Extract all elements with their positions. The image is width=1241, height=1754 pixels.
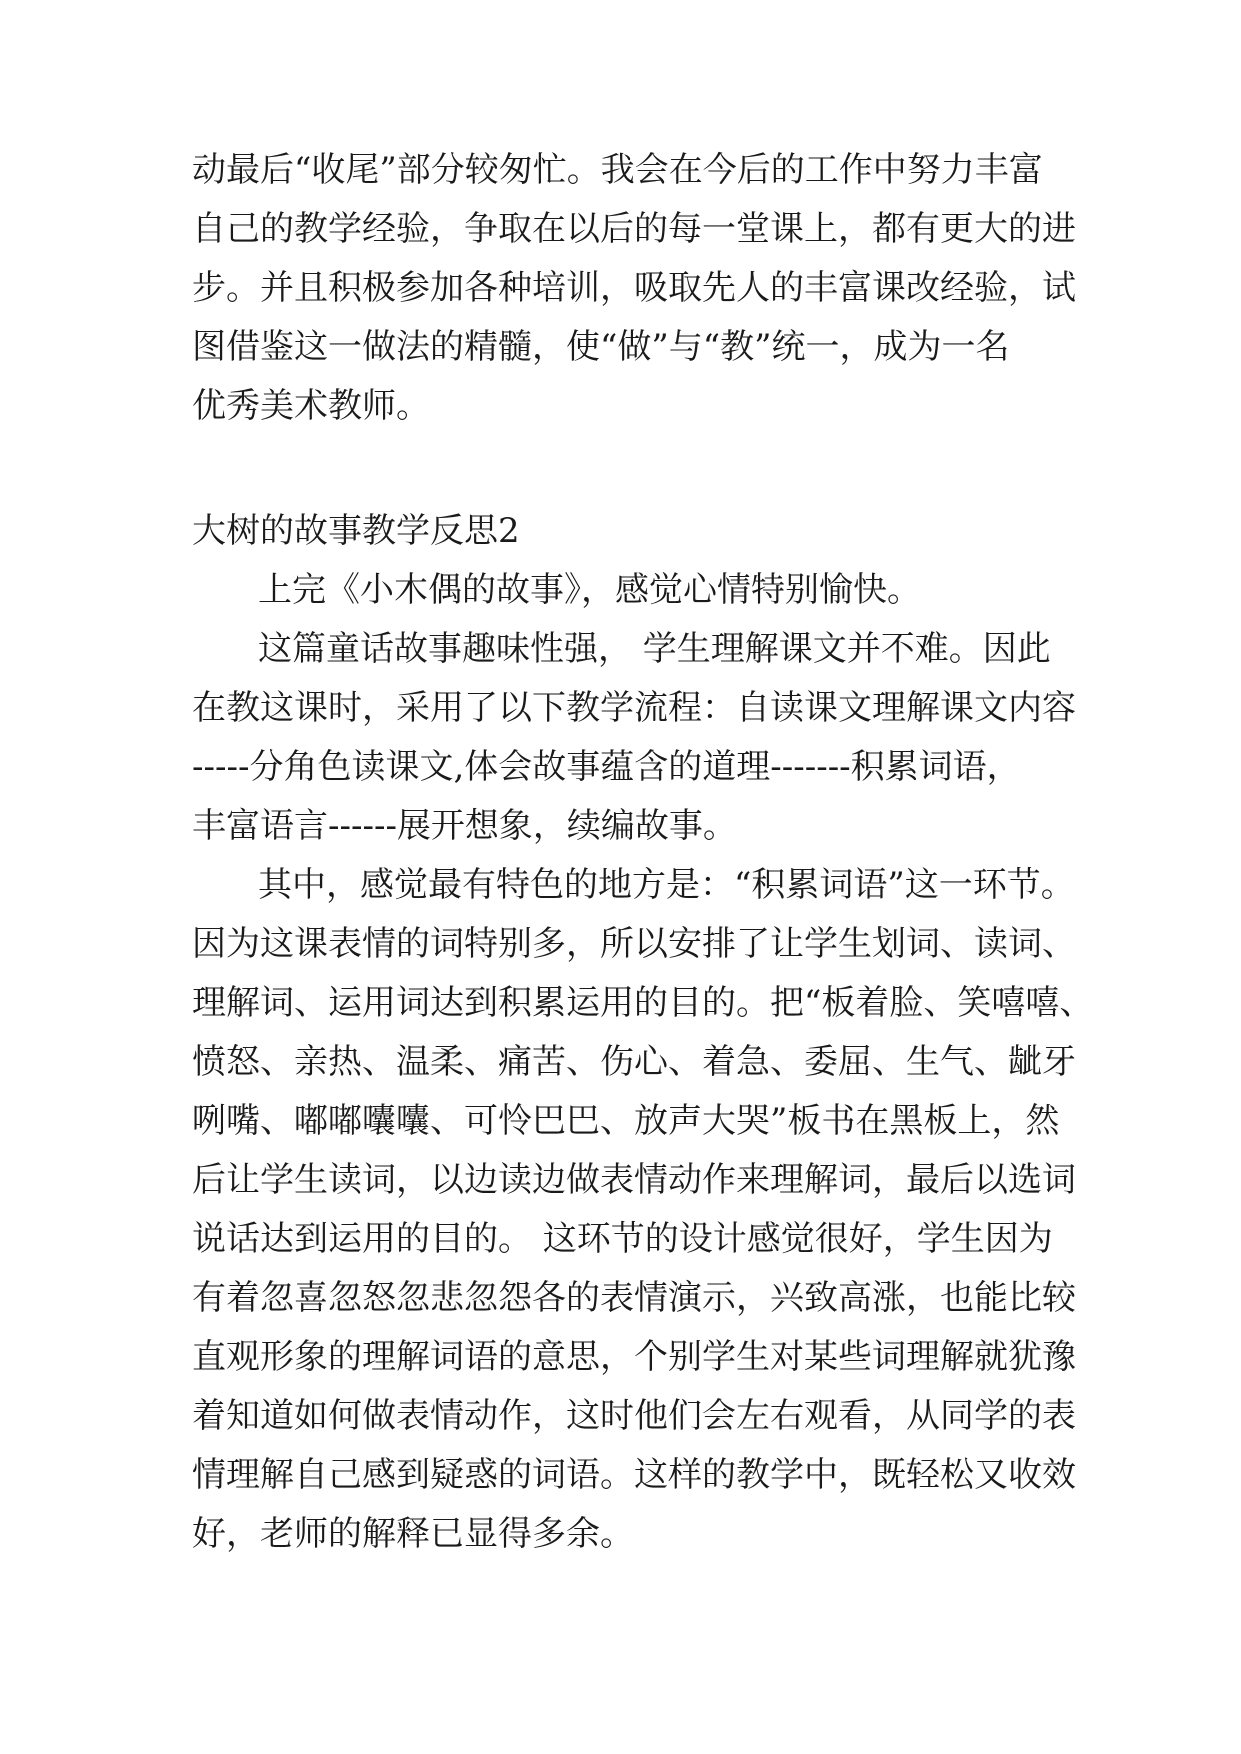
body-text-line: -----分角色读课文,体会故事蕴含的道理-------积累词语， xyxy=(192,747,1021,787)
body-text-line: 好，老师的解释已显得多余。 xyxy=(192,1514,634,1554)
body-text-line: 优秀美术教师。 xyxy=(192,386,430,426)
body-text-line: 图借鉴这一做法的精髓，使“做”与“教”统一，成为一名 xyxy=(192,327,1010,367)
body-text-line: 动最后“收尾”部分较匆忙。我会在今后的工作中努力丰富 xyxy=(192,150,1043,190)
paragraph-first-line: 其中，感觉最有特色的地方是：“积累词语”这一环节。 xyxy=(258,865,1075,905)
body-text-line: 愤怒、亲热、温柔、痛苦、伤心、着急、委屈、生气、龇牙 xyxy=(192,1042,1076,1082)
body-text-line: 咧嘴、嘟嘟囔囔、可怜巴巴、放声大哭”板书在黑板上，然 xyxy=(192,1101,1060,1141)
body-text-line: 因为这课表情的词特别多，所以安排了让学生划词、读词、 xyxy=(192,924,1076,964)
body-text-line: 情理解自己感到疑惑的词语。这样的教学中，既轻松又收效 xyxy=(192,1455,1076,1495)
body-text-line: 后让学生读词，以边读边做表情动作来理解词，最后以选词 xyxy=(192,1160,1076,1200)
body-text-line: 着知道如何做表情动作，这时他们会左右观看，从同学的表 xyxy=(192,1396,1076,1436)
paragraph-first-line: 上完《小木偶的故事》，感觉心情特别愉快。 xyxy=(258,570,921,610)
section-heading: 大树的故事教学反思2 xyxy=(192,511,520,551)
body-text-line: 说话达到运用的目的。 这环节的设计感觉很好，学生因为 xyxy=(192,1219,1053,1259)
body-text-line: 直观形象的理解词语的意思，个别学生对某些词理解就犹豫 xyxy=(192,1337,1076,1377)
body-text-line: 丰富语言------展开想象，续编故事。 xyxy=(192,806,737,846)
body-text-line: 自己的教学经验，争取在以后的每一堂课上，都有更大的进 xyxy=(192,209,1076,249)
body-text-line: 理解词、运用词达到积累运用的目的。把“板着脸、笑嘻嘻、 xyxy=(192,983,1094,1023)
body-text-line: 步。并且积极参加各种培训，吸取先人的丰富课改经验，试 xyxy=(192,268,1076,308)
body-text-line: 有着忽喜忽怒忽悲忽怨各的表情演示，兴致高涨，也能比较 xyxy=(192,1278,1076,1318)
body-text-line: 在教这课时，采用了以下教学流程：自读课文理解课文内容 xyxy=(192,688,1076,728)
paragraph-first-line: 这篇童话故事趣味性强， 学生理解课文并不难。因此 xyxy=(258,629,1051,669)
